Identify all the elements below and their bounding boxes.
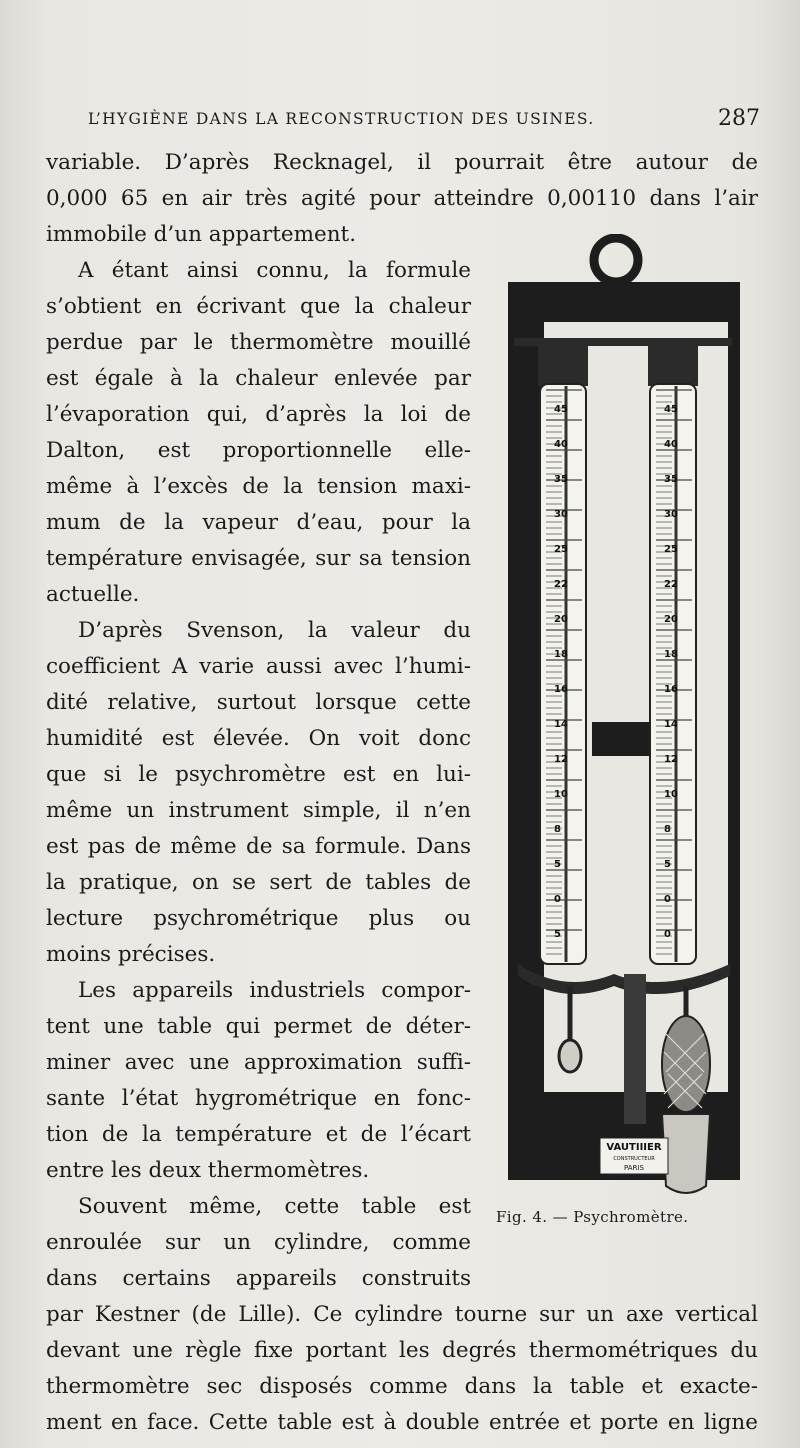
- text-line: température envisagée, sur sa tension: [46, 546, 471, 571]
- text-line: Dalton, est proportionnelle elle-: [46, 438, 471, 463]
- top-bar: [514, 338, 732, 346]
- text-line: entre les deux thermomètres.: [46, 1158, 370, 1183]
- scale-label: 5: [554, 859, 561, 870]
- text-line: la pratique, on se sert de tables de: [46, 870, 471, 895]
- scale-label: 5: [554, 929, 561, 940]
- text-line: devant une règle fixe portant les degrés thermométriques du: [46, 1338, 758, 1363]
- text-line: même à l’excès de la tension maxi-: [46, 474, 471, 499]
- text-line: dité relative, surtout lorsque cette: [46, 690, 471, 715]
- text-line: perdue par le thermomètre mouillé: [46, 330, 471, 355]
- scale-label: 35: [664, 474, 678, 485]
- hanging-ring: [594, 238, 638, 282]
- water-reservoir-stand: [624, 974, 646, 1124]
- dry-bulb: [559, 1040, 581, 1072]
- scale-label: 0: [664, 929, 671, 940]
- running-header: [88, 106, 760, 136]
- dry-thermometer-tube: [540, 384, 586, 964]
- figure-caption: Fig. 4. — Psychromètre.: [496, 1208, 689, 1226]
- right-tube-cap: [648, 346, 698, 386]
- text-line: l’évaporation qui, d’après la loi de: [46, 402, 471, 427]
- center-bracket: [592, 722, 650, 756]
- text-line: immobile d’un appartement.: [46, 222, 357, 247]
- text-line: que si le psychromètre est en lui-: [46, 762, 471, 787]
- text-line: coefficient A varie aussi avec l’humi-: [46, 654, 471, 679]
- text-line: s’obtient en écrivant que la chaleur: [46, 294, 471, 319]
- maker-city: PARIS: [624, 1164, 644, 1172]
- scale-label: 18: [664, 649, 678, 660]
- scale-label: 30: [664, 509, 678, 520]
- scale-label: 0: [664, 894, 671, 905]
- text-line: mum de la vapeur d’eau, pour la: [46, 510, 471, 535]
- text-line: thermomètre sec disposés comme dans la table et exacte-: [46, 1374, 758, 1399]
- text-line: dans certains appareils construits: [46, 1266, 471, 1291]
- text-line: moins précises.: [46, 942, 216, 967]
- scale-label: 25: [554, 544, 568, 555]
- scale-label: 14: [554, 719, 568, 730]
- scale-label: 10: [664, 789, 678, 800]
- scale-label: 45: [554, 404, 568, 415]
- scale-label: 8: [664, 824, 671, 835]
- text-line: D’après Svenson, la valeur du: [78, 618, 471, 643]
- text-line: même un instrument simple, il n’en: [46, 798, 471, 823]
- page-number: 287: [718, 106, 760, 131]
- scale-label: 5: [664, 859, 671, 870]
- scale-label: 20: [554, 614, 568, 625]
- text-line: variable. D’après Recknagel, il pourrait être autour de: [46, 150, 758, 175]
- text-line: actuelle.: [46, 582, 140, 607]
- text-line: Souvent même, cette table est: [78, 1194, 471, 1219]
- text-line: miner avec une approximation suffi-: [46, 1050, 471, 1075]
- wet-thermometer-tube: [650, 384, 696, 964]
- text-line: A étant ainsi connu, la formule: [78, 258, 471, 283]
- scale-label: 22: [554, 579, 568, 590]
- text-line: sante l’état hygrométrique en fonc-: [46, 1086, 471, 1111]
- text-line: est égale à la chaleur enlevée par: [46, 366, 471, 391]
- maker-subtitle: CONSTRUCTEUR: [613, 1156, 655, 1162]
- text-line: enroulée sur un cylindre, comme: [46, 1230, 471, 1255]
- text-line: Les appareils industriels compor-: [78, 978, 471, 1003]
- scale-label: 30: [554, 509, 568, 520]
- text-line: ment en face. Cette table est à double entrée et porte en ligne: [46, 1410, 758, 1435]
- scale-label: 25: [664, 544, 678, 555]
- scale-label: 12: [664, 754, 678, 765]
- text-line: lecture psychrométrique plus ou: [46, 906, 471, 931]
- text-line: est pas de même de sa formule. Dans: [46, 834, 471, 859]
- scale-label: 35: [554, 474, 568, 485]
- psychrometer-illustration: [504, 234, 744, 1200]
- scale-label: 20: [664, 614, 678, 625]
- scale-label: 16: [554, 684, 568, 695]
- scale-label: 10: [554, 789, 568, 800]
- scale-label: 0: [554, 894, 561, 905]
- scale-label: 45: [664, 404, 678, 415]
- text-line: tion de la température et de l’écart: [46, 1122, 471, 1147]
- scale-label: 18: [554, 649, 568, 660]
- wet-bulb-gauze: [662, 1016, 710, 1112]
- text-line: par Kestner (de Lille). Ce cylindre tourne sur un axe vertical: [46, 1302, 758, 1327]
- running-title: L’HYGIÈNE DANS LA RECONSTRUCTION DES USINES.: [88, 110, 595, 128]
- scale-label: 14: [664, 719, 678, 730]
- left-tube-cap: [538, 346, 588, 386]
- text-line: 0,000 65 en air très agité pour atteindre 0,00110 dans l’air: [46, 186, 758, 211]
- psychrometer-figure: [504, 234, 744, 1200]
- text-line: tent une table qui permet de déter-: [46, 1014, 471, 1039]
- scale-label: 22: [664, 579, 678, 590]
- scale-label: 40: [664, 439, 678, 450]
- text-line: humidité est élevée. On voit donc: [46, 726, 471, 751]
- scale-label: 16: [664, 684, 678, 695]
- maker-name: VAUTIIIER: [606, 1142, 662, 1153]
- scale-label: 12: [554, 754, 568, 765]
- scale-label: 40: [554, 439, 568, 450]
- scale-label: 8: [554, 824, 561, 835]
- water-cup: [662, 1114, 710, 1193]
